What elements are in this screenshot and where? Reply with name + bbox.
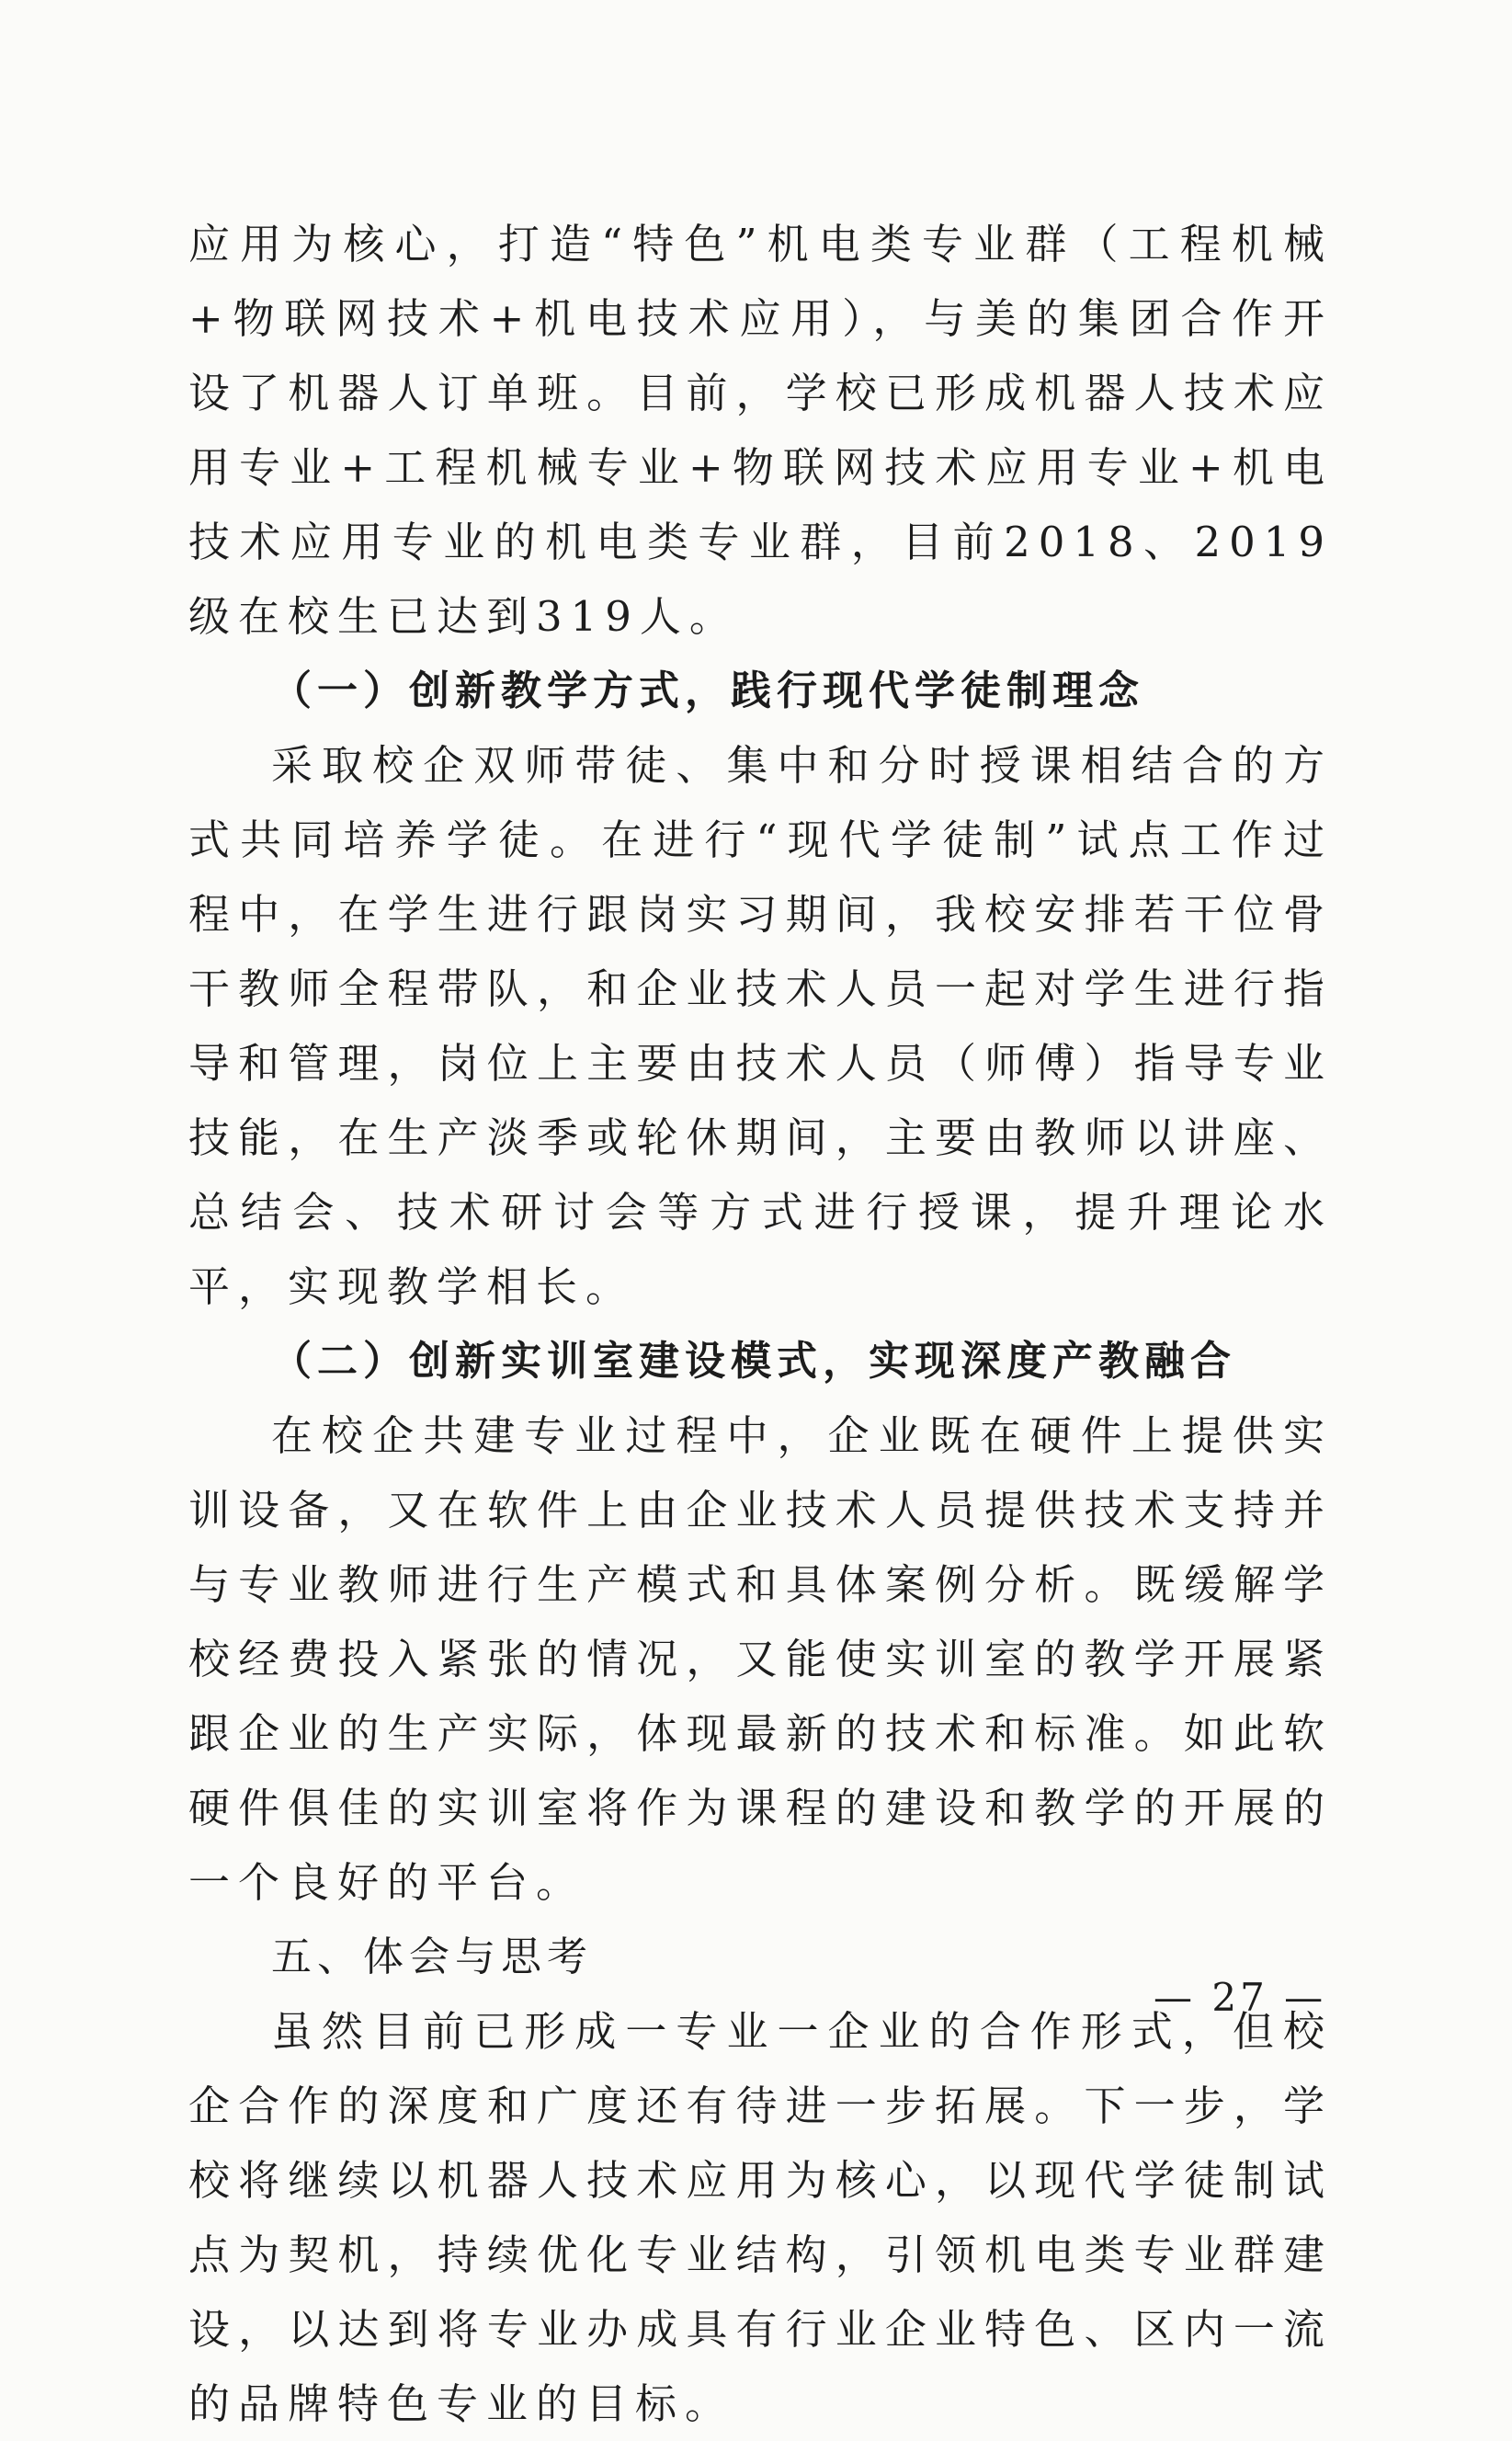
- paragraph-teaching-method: 采取校企双师带徒、集中和分时授课相结合的方式共同培养学徒。在进行“现代学徒制”试点工作过程中，在学生进行跟岗实习期间，我校安排若干位骨干教师全程带队，和企业技术人员一起对学生进行指导和管理，岗位上主要由技术人员（师傅）指导专业技能，在生产淡季或轮休期间，主要由教师以讲座、总结会、技术研讨会等方式进行授课，提升理论水平，实现教学相长。: [188, 741, 1333, 1311]
- paragraph-continuation: 应用为核心，打造“特色”机电类专业群（工程机械+物联网技术+机电技术应用），与美的集团合作开设了机器人订单班。目前，学校已形成机器人技术应用专业+工程机械专业+物联网技术应用专业+机电技术应用专业的机电类专业群，目前2018、2019级在校生已达到319人。: [188, 220, 1333, 641]
- subheading-training-room: （二）创新实训室建设模式，实现深度产教融合: [271, 1338, 1236, 1385]
- paragraph-reflection: 虽然目前已形成一专业一企业的合作形式，但校企合作的深度和广度还有待进一步拓展。下一步，学校将继续以机器人技术应用为核心，以现代学徒制试点为契机，持续优化专业结构，引领机电类专业群建设，以达到将专业办成具有行业企业特色、区内一流的品牌特色专业的目标。: [188, 2007, 1333, 2428]
- paragraph-training-room: 在校企共建专业过程中，企业既在硬件上提供实训设备，又在软件上由企业技术人员提供技术支持并与专业教师进行生产模式和具体案例分析。既缓解学校经费投入紧张的情况，又能使实训室的教学开展紧跟企业的生产实际，体现最新的技术和标准。如此软硬件俱佳的实训室将作为课程的建设和教学的开展的一个良好的平台。: [188, 1411, 1333, 1907]
- subheading-teaching-method: （一）创新教学方式，践行现代学徒制理念: [271, 667, 1144, 714]
- section-heading-reflection: 五、体会与思考: [271, 1933, 593, 1980]
- document-body: [188, 207, 1333, 2441]
- page-number: — 27 —: [1154, 1975, 1327, 2020]
